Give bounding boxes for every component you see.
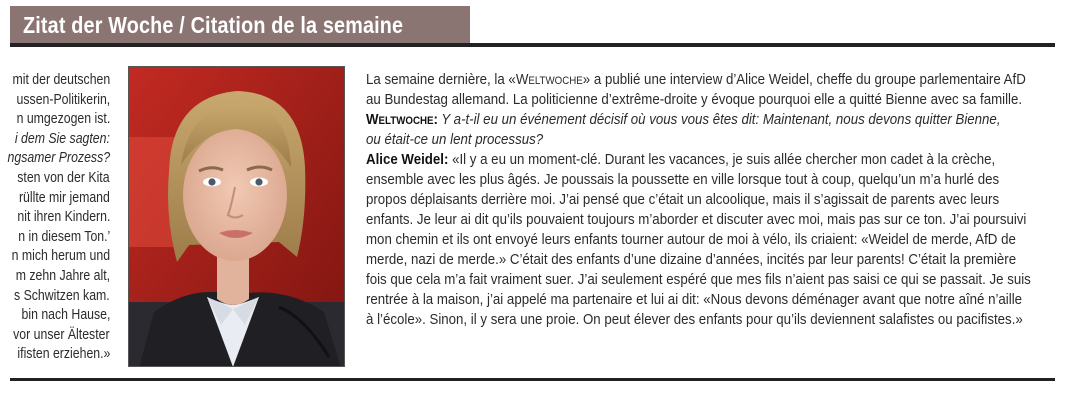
german-text-line: rüllte mir jemand [19,188,110,206]
publication-name: Weltwoche [515,71,583,88]
intro-text: au Bundestag allemand. La politicienne d’extrême-droite y évoque pourquoi elle a quitté Bienne avec sa famille. [366,91,1023,108]
german-text-column [0,70,112,370]
intro-line-2 [366,90,1022,110]
answer-line: merde, nazi de merde.» C’était des enfants d’une dizaine d’années, incités par leur parents! C’était la première [366,251,1017,268]
answer-line: mon chemin et ils ont envoyé leurs enfants tourner autour de moi à vélo, ils criaient: «Weidel de merde, AfD de [366,231,1016,248]
german-text-line: ngsamer Prozess? [7,149,110,167]
german-text-line: n umgezogen ist. [16,110,110,128]
page-title: Zitat der Woche / Citation de la semaine [23,12,404,38]
answer-line: rentrée à la maison, j’ai appelé ma partenaire et lui ai dit: «Nous devons déménager avant que notre aîné n’aille [366,291,1023,308]
speaker-label: Alice Weidel: [366,151,449,168]
answer-line: à l’école». Sinon, il y sera une proie. On peut élever des enfants pour qu’ils deviennent salafistes ou pacifistes.» [366,311,1023,328]
german-text-line: nit ihren Kindern. [17,208,110,226]
answer-line: enfants. Je leur ai dit qu’ils pouvaient toujours m’aborder et discuter avec moi, mais pas sur ce ton. J’ai poursuivi [366,211,1027,228]
portrait-photo-image [129,67,345,367]
answer-line-1 [366,150,995,170]
top-rule [10,43,1055,47]
bottom-rule [10,378,1055,381]
german-text-line: s Schwitzen kam. [14,286,110,304]
interviewer-label: Weltwoche: [366,111,438,128]
german-text-line: n mich herum und [11,247,110,265]
question-text: Y a-t-il eu un événement décisif où vous vous êtes dit: Maintenant, nous devons quitter Bienne, [437,111,1001,128]
intro-text: » a publié une interview d’Alice Weidel, cheffe du groupe parlementaire AfD [582,71,1026,88]
german-text-line: i dem Sie sagten: [14,129,110,147]
answer-line: propos déplaisants derrière moi. J’ai pensé que c’était un alcoolique, mais il s’agissait de parents avec leurs [366,191,1000,208]
answer-line: fois que cela m’a fait vraiment suer. J’ai seulement espéré que mes fils n’aient pas saisi ce qui se passait. Je suis [366,271,1031,288]
german-text-line: vor unser Ältester [13,325,110,343]
german-text-line: bin nach Hause, [21,306,110,324]
german-text-line: ifisten erziehen.» [17,345,110,363]
german-text-line: sten von der Kita [17,169,110,186]
german-text-line: ussen-Politikerin, [16,90,110,108]
intro-text: La semaine dernière, la « [366,71,516,88]
question-line-1 [366,110,1001,130]
german-text-line: n in diesem Ton.’ [17,227,110,245]
intro-line-1 [366,70,1026,90]
german-text-line: m zehn Jahre alt, [15,267,110,284]
portrait-photo [128,66,345,367]
question-line-2: ou était-ce un lent processus? [366,131,544,148]
answer-line: ensemble avec les plus âgés. Je poussais la poussette en ville lorsque tout à coup, quelqu’un m’a hurlé des [366,171,1000,188]
answer-text: «Il y a eu un moment-clé. Durant les vacances, je suis allée chercher mon cadet à la crèche, [448,151,996,168]
german-text-line: mit der deutschen [12,71,110,88]
